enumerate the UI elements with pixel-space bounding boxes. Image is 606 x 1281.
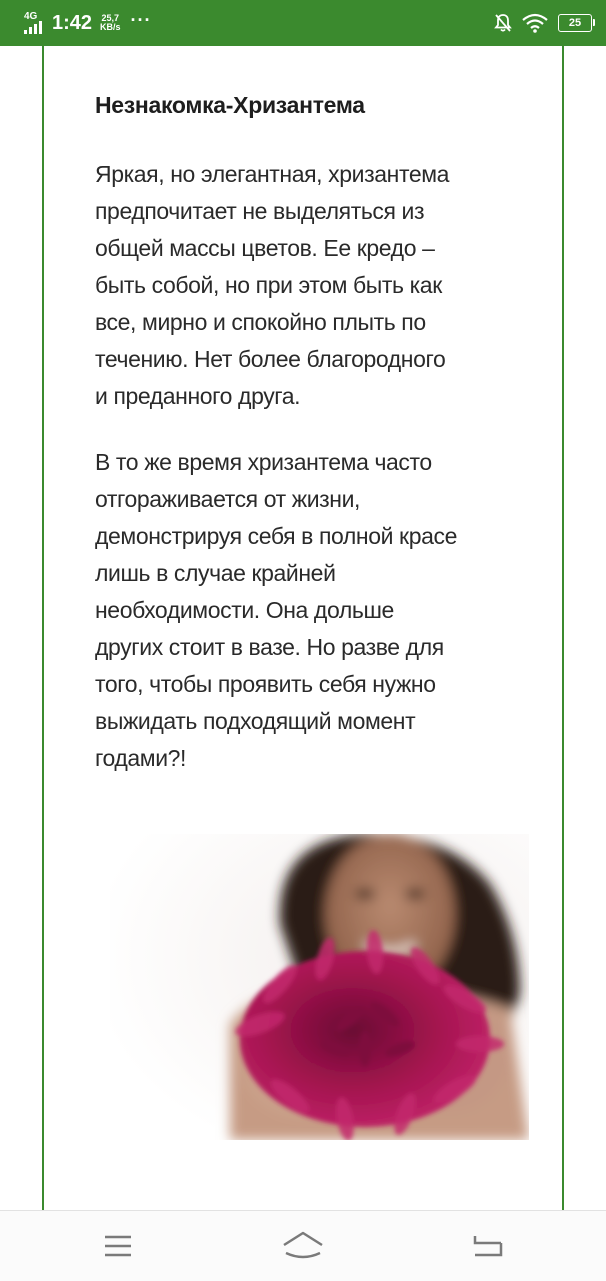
status-bar xyxy=(0,0,606,46)
article-paragraph-1: Яркая, но элегантная, хризантема предпочитает не выделяться из общей массы цветов. Ее кредо – быть собой, но при этом быть как все, мирно и спокойно плыть по течению. Нет более благородного и преданного друга. xyxy=(95,161,450,409)
speed-unit: KB/s xyxy=(100,22,121,32)
speed-value: 25,7 xyxy=(101,13,120,23)
signal-icon xyxy=(24,12,46,34)
back-button[interactable] xyxy=(466,1225,510,1269)
chrysanthemum-photo xyxy=(110,834,529,1140)
home-icon xyxy=(281,1225,325,1269)
home-button[interactable] xyxy=(281,1225,325,1269)
content-border-right xyxy=(562,46,564,1210)
back-icon xyxy=(466,1225,510,1269)
article-title: Незнакомка-Хризантема xyxy=(95,92,365,118)
wifi-icon xyxy=(522,13,548,33)
network-speed xyxy=(100,14,121,32)
article-paragraph-2: В то же время хризантема часто отгораживается от жизни, демонстрируя себя в полной красе лишь в случае крайней необходимости. Она дольше других стоит в вазе. Но разве для того, чтобы проявить себя нужно выжидать подходящий момент годами?! xyxy=(95,449,457,771)
network-type: 4G xyxy=(24,11,38,22)
article-header xyxy=(95,92,525,119)
battery-icon xyxy=(558,14,592,32)
more-notifications-icon: ··· xyxy=(130,9,152,30)
clock: 1:42 xyxy=(52,11,93,34)
battery-level: 25 xyxy=(568,17,582,29)
menu-icon xyxy=(96,1225,140,1269)
content-border-left xyxy=(42,46,44,1210)
woman-holding-chrysanthemum-image xyxy=(110,834,529,1140)
menu-button[interactable] xyxy=(96,1225,140,1269)
mute-bell-icon xyxy=(494,13,512,33)
navigation-bar xyxy=(0,1210,606,1281)
